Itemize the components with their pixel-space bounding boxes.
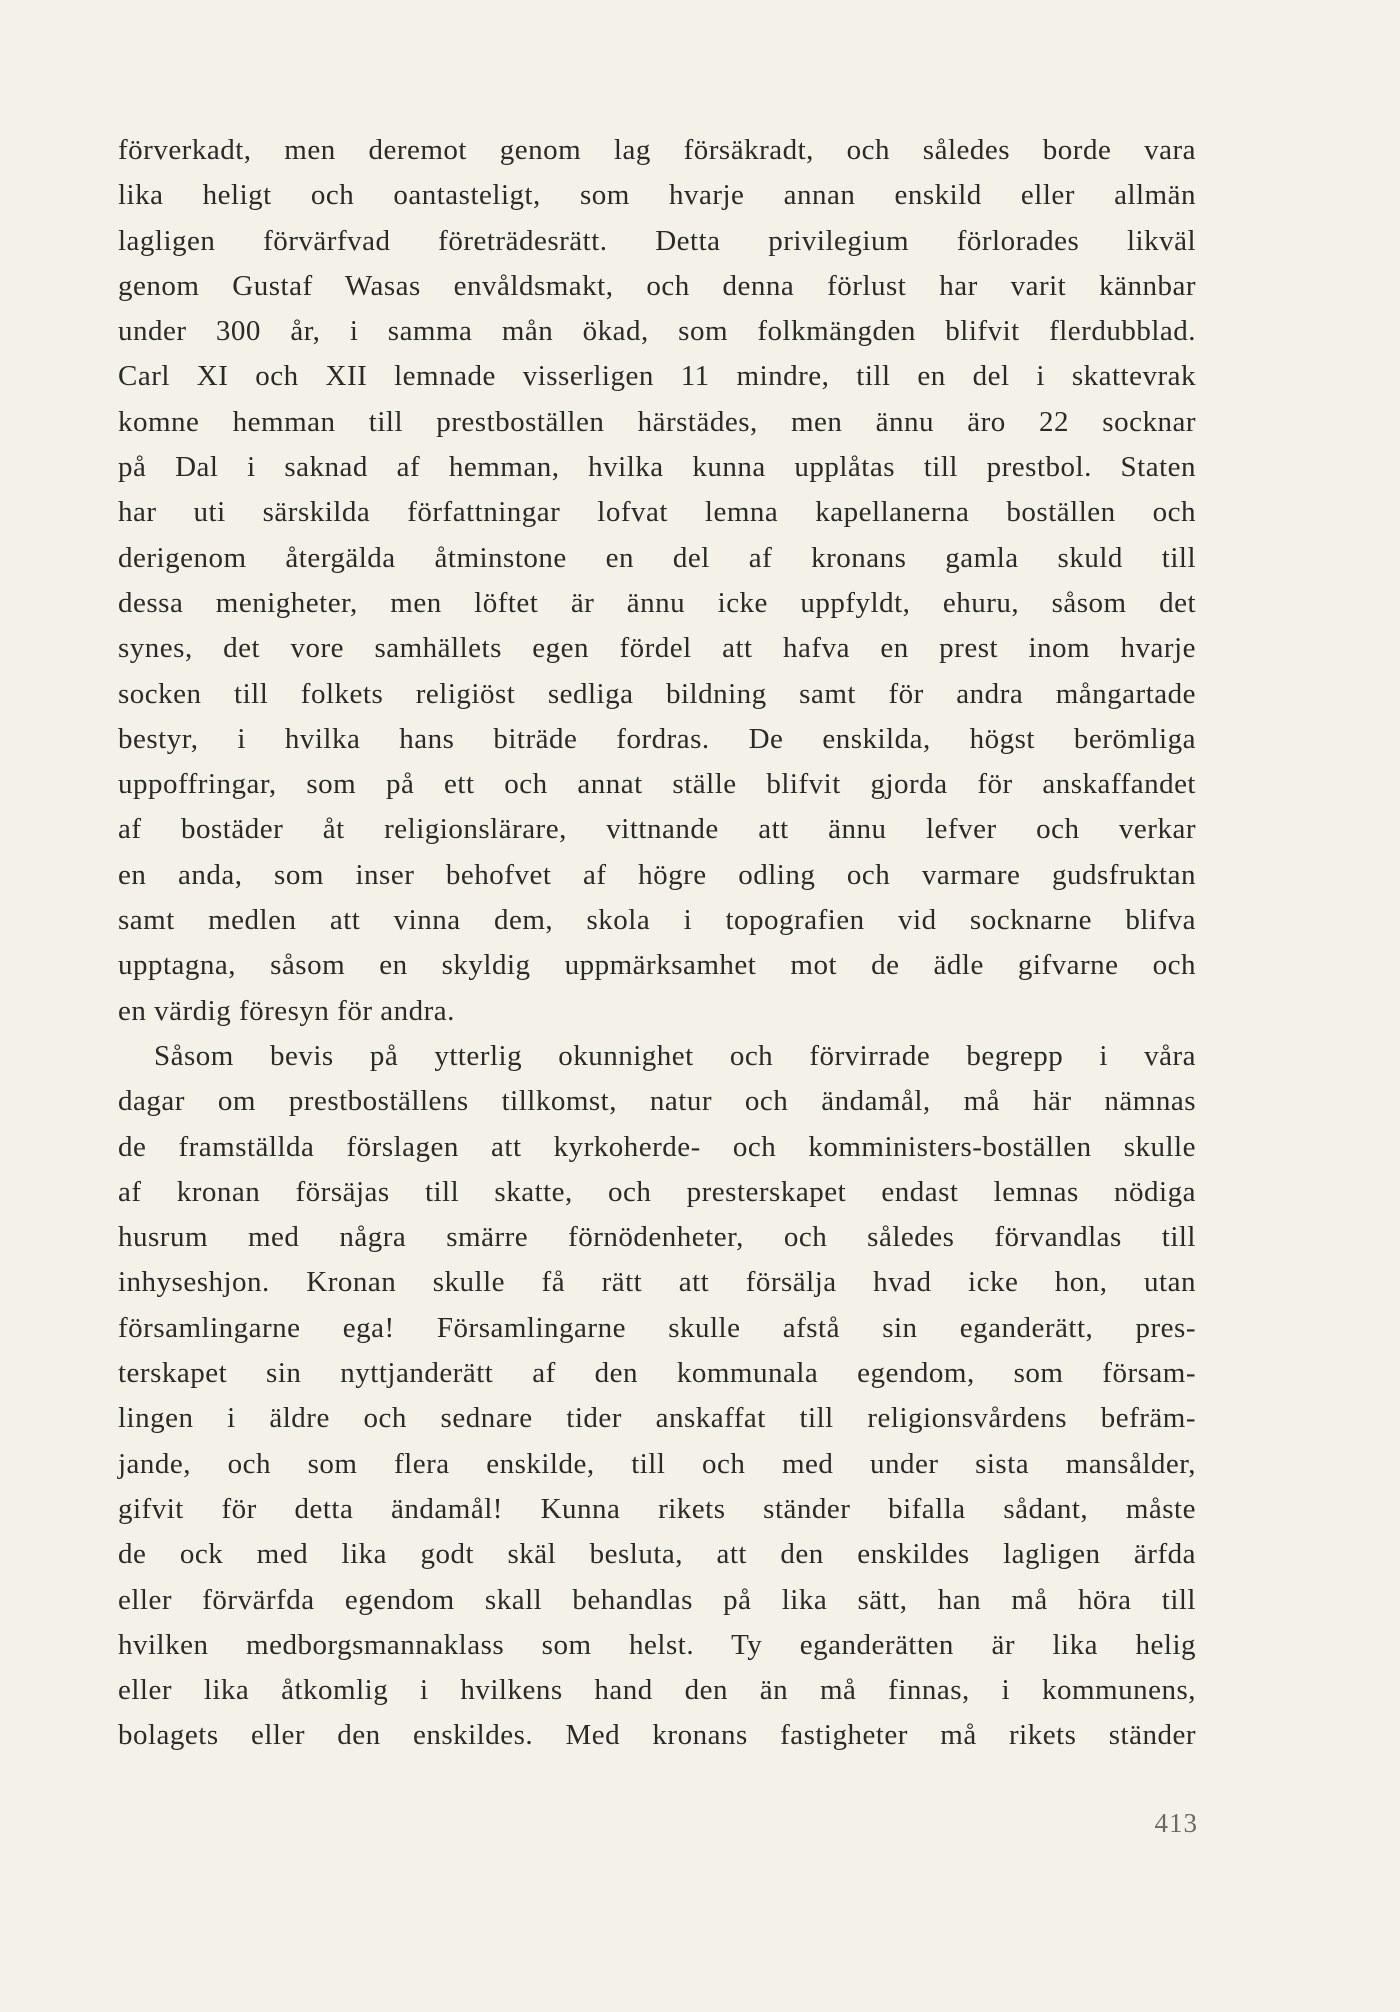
text-line: terskapet sin nyttjanderätt af den kommunala egendom, som försam- — [118, 1357, 1196, 1390]
text-line: jande, och som flera enskilde, till och med under sista mansålder, — [118, 1447, 1196, 1480]
text-line: en anda, som inser behofvet af högre odling och varmare gudsfruktan — [118, 858, 1196, 891]
text-line: har uti särskilda författningar lofvat lemna kapellanerna boställen och — [118, 496, 1196, 529]
text-line: lagligen förvärfvad företrädesrätt. Detta privilegium förlorades likväl — [118, 224, 1196, 257]
text-line: samt medlen att vinna dem, skola i topografien vid socknarne blifva — [118, 904, 1196, 937]
text-line: inhyseshjon. Kronan skulle få rätt att försälja hvad icke hon, utan — [118, 1266, 1196, 1299]
text-line: lika heligt och oantasteligt, som hvarje annan enskild eller allmän — [118, 179, 1196, 212]
text-line: genom Gustaf Wasas envåldsmakt, och denna förlust har varit kännbar — [118, 269, 1196, 302]
text-line: under 300 år, i samma mån ökad, som folkmängden blifvit flerdubblad. — [118, 315, 1196, 348]
body-text — [118, 128, 1196, 1759]
text-line: derigenom återgälda åtminstone en del af kronans gamla skuld till — [118, 541, 1196, 574]
text-line: de framställda förslagen att kyrkoherde- och komministers-boställen skulle — [118, 1130, 1196, 1163]
text-line: bolagets eller den enskildes. Med kronans fastigheter må rikets ständer — [118, 1719, 1196, 1752]
text-line: gifvit för detta ändamål! Kunna rikets ständer bifalla sådant, måste — [118, 1492, 1196, 1525]
text-line: synes, det vore samhällets egen fördel att hafva en prest inom hvarje — [118, 632, 1196, 665]
text-line: de ock med lika godt skäl besluta, att den enskildes lagligen ärfda — [118, 1538, 1196, 1571]
text-line: Såsom bevis på ytterlig okunnighet och förvirrade begrepp i våra — [154, 1039, 1196, 1072]
text-line: af bostäder åt religionslärare, vittnande att ännu lefver och verkar — [118, 813, 1196, 846]
text-line: eller förvärfda egendom skall behandlas på lika sätt, han må höra till — [118, 1583, 1196, 1616]
text-line: en värdig föresyn för andra. — [118, 994, 455, 1027]
text-line: husrum med några smärre förnödenheter, och således förvandlas till — [118, 1221, 1196, 1254]
text-line: uppoffringar, som på ett och annat ställe blifvit gjorda för anskaffandet — [118, 768, 1196, 801]
text-line: upptagna, såsom en skyldig uppmärksamhet mot de ädle gifvarne och — [118, 949, 1196, 982]
text-line: församlingarne ega! Församlingarne skulle afstå sin eganderätt, pres- — [118, 1311, 1196, 1344]
text-line: förverkadt, men deremot genom lag försäkradt, och således borde vara — [118, 134, 1196, 166]
text-line: af kronan försäjas till skatte, och presterskapet endast lemnas nödiga — [118, 1175, 1196, 1208]
text-line: dessa menigheter, men löftet är ännu icke uppfyldt, ehuru, såsom det — [118, 586, 1196, 619]
text-line: Carl XI och XII lemnade visserligen 11 mindre, till en del i skattevrak — [118, 360, 1196, 393]
text-line: på Dal i saknad af hemman, hvilka kunna upplåtas till prestbol. Staten — [118, 451, 1196, 484]
page-number: 413 — [1154, 1808, 1198, 1838]
text-line: socken till folkets religiöst sedliga bildning samt för andra mångartade — [118, 677, 1196, 710]
text-line: dagar om prestboställens tillkomst, natur och ändamål, må här nämnas — [118, 1085, 1196, 1118]
text-line: hvilken medborgsmannaklass som helst. Ty eganderätten är lika helig — [118, 1628, 1196, 1661]
text-line: eller lika åtkomlig i hvilkens hand den än må finnas, i kommunens, — [118, 1674, 1196, 1707]
text-line: lingen i äldre och sednare tider anskaffat till religionsvårdens befräm- — [118, 1402, 1196, 1435]
text-line: komne hemman till prestboställen härstädes, men ännu äro 22 socknar — [118, 405, 1196, 438]
text-line: bestyr, i hvilka hans biträde fordras. De enskilda, högst berömliga — [118, 722, 1196, 755]
